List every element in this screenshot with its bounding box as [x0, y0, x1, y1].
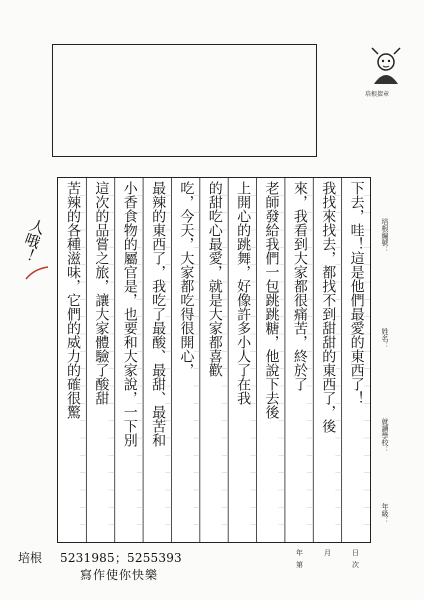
essay-column: 老師發給我們一包跳跳糖，他說下去後 — [263, 181, 280, 419]
footer-brand: 培根 — [18, 551, 43, 565]
label-name: 姓名： — [381, 328, 389, 349]
essay-column: 苦辣的各種滋味，它們的威力的確很驚 — [64, 181, 81, 419]
stamp-label: 培根摺章 — [365, 91, 390, 98]
date-day-label: 日 — [352, 549, 359, 557]
footer-phone: 5231985；5255393 — [60, 551, 182, 565]
mascot-stamp-logo — [364, 44, 408, 88]
essay-column: 的甜吃心最愛，就是大家都喜歡 — [206, 181, 223, 377]
label-school: 就讀學校： — [381, 418, 389, 453]
teacher-comment-box — [52, 44, 317, 157]
footer-slogan: 寫作使你快樂 — [80, 568, 159, 582]
red-check-mark — [24, 265, 50, 283]
essay-column: 這次的品嘗之旅，讓大家體驗了酸甜 — [93, 181, 110, 405]
entry-order-label: 第 — [296, 561, 303, 569]
essay-column: 我找來找去，都找不到甜甜的東西了，後 — [320, 181, 337, 433]
essay-column: 下去，哇！這是他們最愛的東西了！ — [348, 181, 365, 405]
label-grade: 年級： — [381, 503, 389, 524]
essay-column: 小香食物的屬官是，也要和大家說，一下別 — [121, 181, 138, 447]
date-year-label: 年 — [296, 549, 303, 557]
margin-note: 人哦！ — [15, 216, 49, 265]
writing-grid — [57, 177, 371, 543]
entry-count-label: 次 — [352, 561, 359, 569]
date-month-label: 月 — [324, 549, 331, 557]
essay-column: 最辣的東西了，我吃了最酸、最甜、最苦和 — [150, 181, 167, 447]
essay-column: 來，我看到大家都很痛苦，終於了 — [291, 181, 308, 391]
student-info-column — [372, 178, 394, 542]
essay-column: 吃，今天，大家都吃得很開心， — [178, 181, 195, 377]
label-code: 培根編號： — [381, 218, 389, 253]
essay-column: 上開心的跳舞，好像許多小人了在我 — [235, 181, 252, 405]
